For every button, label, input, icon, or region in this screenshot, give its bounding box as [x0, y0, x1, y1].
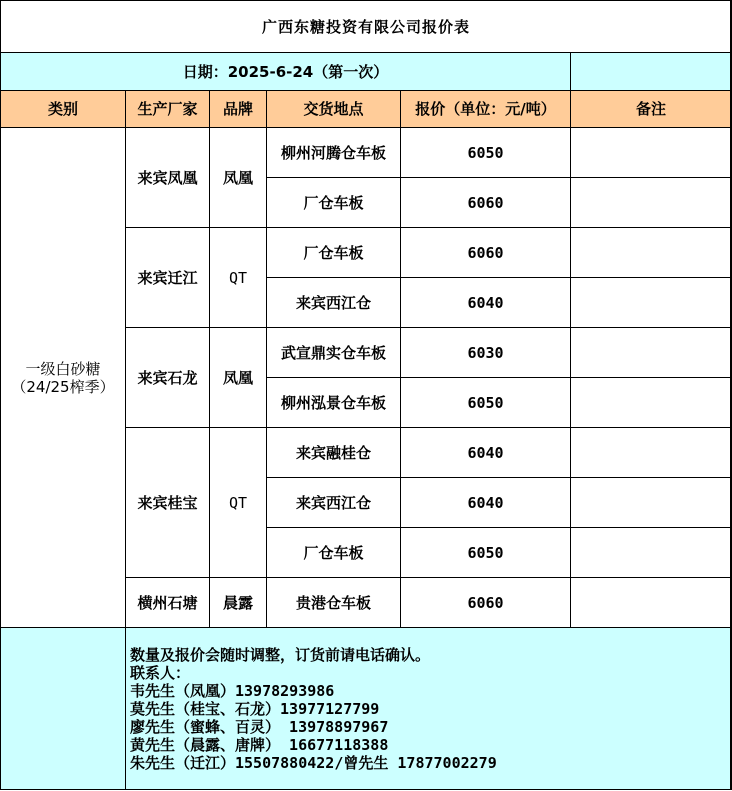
category-cell	[1, 128, 126, 628]
price-cell: 6050	[401, 378, 571, 428]
delivery-place-cell: 厂仓车板	[267, 178, 401, 228]
contact-line: 韦先生（凤凰）13978293986	[130, 682, 335, 700]
brand-cell: 凤凰	[210, 328, 267, 428]
brand-cell: 晨露	[210, 578, 267, 628]
remark-cell	[571, 528, 732, 578]
remark-cell	[571, 278, 732, 328]
price-cell: 6050	[401, 528, 571, 578]
price-cell: 6050	[401, 128, 571, 178]
header-price: 报价（单位：元/吨）	[401, 91, 571, 128]
price-cell: 6060	[401, 178, 571, 228]
price-cell: 6030	[401, 328, 571, 378]
delivery-place-cell: 来宾西江仓	[267, 478, 401, 528]
brand-cell: QT	[210, 228, 267, 328]
header-remark: 备注	[571, 91, 732, 128]
contact-line: 廖先生（蜜蜂、百灵） 13978897967	[130, 718, 389, 736]
remark-cell	[571, 328, 732, 378]
header-row	[1, 91, 732, 128]
delivery-place-cell: 厂仓车板	[267, 528, 401, 578]
contact-line: 莫先生（桂宝、石龙）13977127799	[130, 700, 380, 718]
remark-cell	[571, 428, 732, 478]
remark-cell	[571, 178, 732, 228]
price-cell: 6060	[401, 578, 571, 628]
manufacturer-cell: 来宾凤凰	[126, 128, 210, 228]
contact-line: 朱先生（迁江）15507880422/曾先生 17877002279	[130, 754, 497, 772]
date-label: 日期：2025-6-24（第一次）	[1, 53, 571, 91]
brand-cell: 凤凰	[210, 128, 267, 228]
delivery-place-cell: 柳州泓景仓车板	[267, 378, 401, 428]
table-row	[1, 128, 732, 178]
remark-cell	[571, 128, 732, 178]
contact-line: 黄先生（晨露、唐牌） 16677118388	[130, 736, 389, 754]
notes-cell	[126, 628, 732, 790]
header-manufacturer: 生产厂家	[126, 91, 210, 128]
header-delivery: 交货地点	[267, 91, 401, 128]
price-cell: 6040	[401, 478, 571, 528]
category-name: 一级白砂糖	[25, 359, 101, 378]
remark-cell	[571, 478, 732, 528]
price-cell: 6040	[401, 428, 571, 478]
delivery-place-cell: 来宾西江仓	[267, 278, 401, 328]
delivery-place-cell: 厂仓车板	[267, 228, 401, 278]
notes-left-blank	[1, 628, 126, 790]
delivery-place-cell: 柳州河腾仓车板	[267, 128, 401, 178]
contacts-label: 联系人：	[130, 664, 191, 682]
delivery-place-cell: 贵港仓车板	[267, 578, 401, 628]
delivery-place-cell: 来宾融桂仓	[267, 428, 401, 478]
remark-cell	[571, 228, 732, 278]
notice-text: 数量及报价会随时调整，订货前请电话确认。	[130, 646, 431, 664]
brand-cell: QT	[210, 428, 267, 578]
remark-cell	[571, 578, 732, 628]
price-cell: 6040	[401, 278, 571, 328]
price-cell: 6060	[401, 228, 571, 278]
remark-cell	[571, 378, 732, 428]
manufacturer-cell: 来宾桂宝	[126, 428, 210, 578]
notes-row	[1, 628, 732, 790]
manufacturer-cell: 横州石塘	[126, 578, 210, 628]
category-season: （24/25榨季）	[11, 377, 115, 396]
manufacturer-cell: 来宾石龙	[126, 328, 210, 428]
delivery-place-cell: 武宣鼎实仓车板	[267, 328, 401, 378]
manufacturer-cell: 来宾迁江	[126, 228, 210, 328]
header-brand: 品牌	[210, 91, 267, 128]
header-category: 类别	[1, 91, 126, 128]
date-row-blank	[571, 53, 732, 91]
page-title: 广西东糖投资有限公司报价表	[1, 1, 732, 53]
